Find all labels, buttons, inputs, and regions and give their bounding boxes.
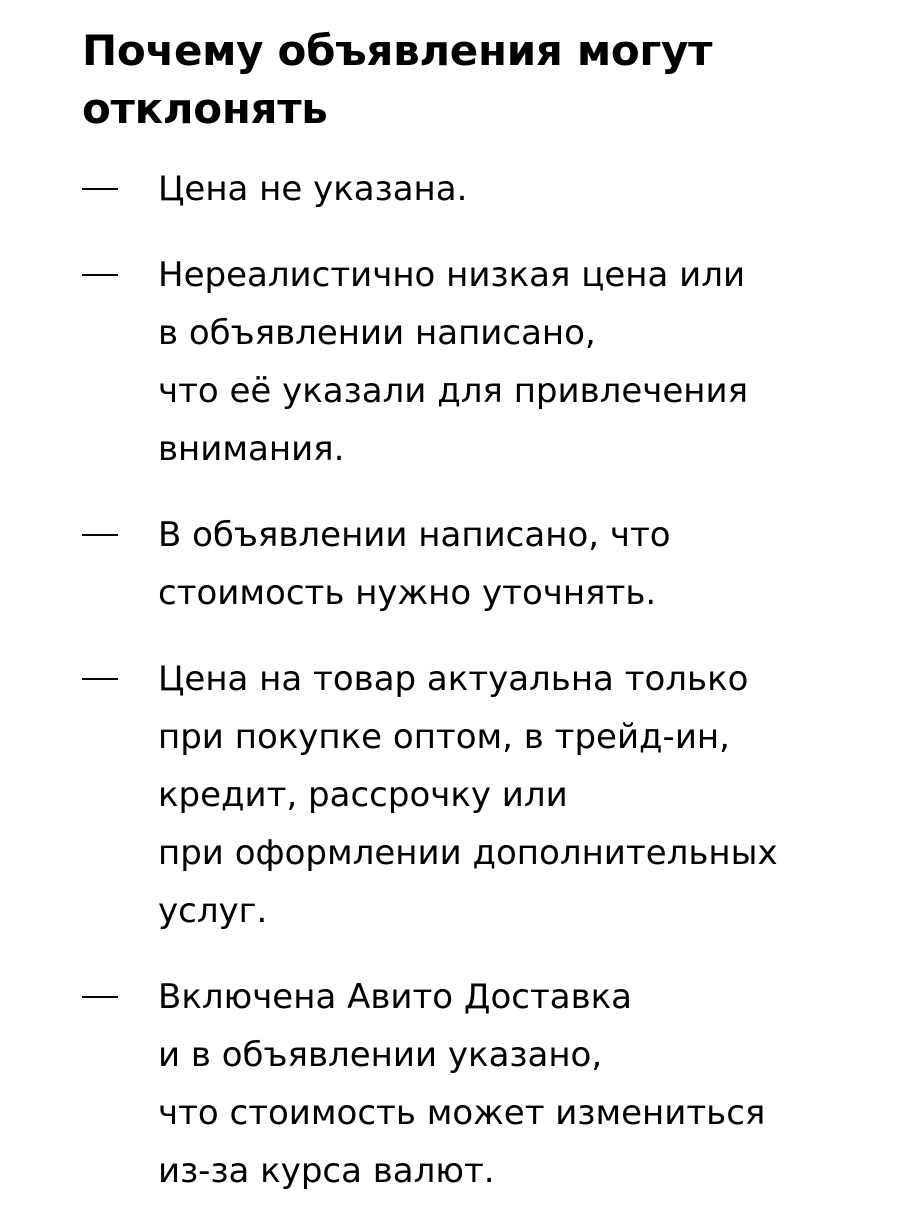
list-item-line: при оформлении дополнительных [158,833,778,873]
reasons-list [82,160,882,1228]
list-item-line: Включена Авито Доставка [158,977,633,1017]
list-item-line: стоимость нужно уточнять. [158,573,657,613]
list-item-line: что её указали для привлечения [158,371,749,411]
list-item-line: В объявлении написано, что [158,515,671,555]
list-item-line: в объявлении написано, [158,313,596,353]
list-item-line: кредит, рассрочку или [158,775,568,815]
list-item [82,968,882,1200]
list-item-line: услуг. [158,891,268,931]
list-item-line: и в объявлении указано, [158,1035,603,1075]
page-title [82,22,842,138]
list-item [82,246,882,478]
list-item-line: Цена не указана. [158,169,468,209]
list-item-line: при покупке оптом, в трейд-ин, [158,717,730,757]
list-item-line: Цена на товар актуальна только [158,659,749,699]
list-item-line: Нереалистично низкая цена или [158,255,746,295]
title-line: отклонять [82,84,328,133]
list-item-line: что стоимость может измениться [158,1093,766,1133]
title-line: Почему объявления могут [82,26,713,75]
list-item [82,506,882,622]
list-item [82,160,882,218]
list-item-line: из-за курса валют. [158,1151,495,1191]
list-item-line: внимания. [158,429,345,469]
list-item [82,650,882,940]
